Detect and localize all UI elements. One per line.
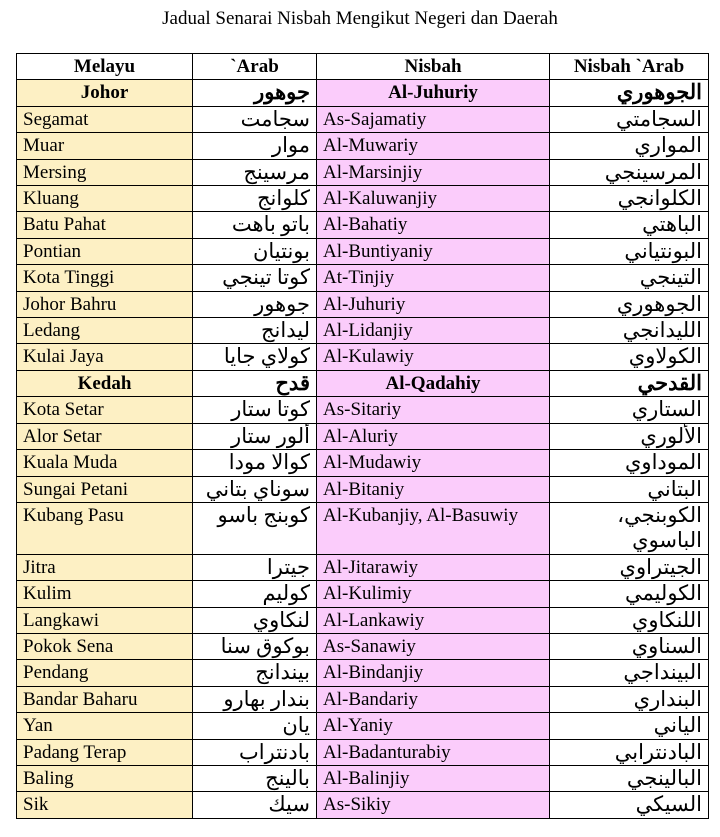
cell-nisbah-arab: القدحي: [550, 370, 709, 396]
table-row: [17, 212, 709, 238]
cell-melayu: Pokok Sena: [17, 633, 193, 659]
table-row: [17, 792, 709, 818]
cell-melayu: Alor Setar: [17, 423, 193, 449]
cell-arab: بونتيان: [193, 238, 317, 264]
cell-melayu: Kluang: [17, 186, 193, 212]
cell-arab: جيترا: [193, 554, 317, 580]
cell-melayu: Johor Bahru: [17, 291, 193, 317]
cell-nisbah: Al-Balinjiy: [317, 765, 550, 791]
table-row: [17, 554, 709, 580]
cell-arab: جوهور: [193, 80, 317, 106]
table-row: [17, 291, 709, 317]
state-row: [17, 370, 709, 396]
cell-arab: لنكاوي: [193, 607, 317, 633]
cell-arab: سجامت: [193, 106, 317, 132]
table-row: [17, 686, 709, 712]
cell-melayu: Bandar Baharu: [17, 686, 193, 712]
cell-nisbah: As-Sitariy: [317, 397, 550, 423]
column-header-nisbah: Nisbah: [317, 54, 550, 80]
cell-arab: موار: [193, 133, 317, 159]
cell-nisbah: Al-Marsinjiy: [317, 159, 550, 185]
cell-nisbah-arab: الكلوانجي: [550, 186, 709, 212]
cell-arab: قدح: [193, 370, 317, 396]
cell-arab: بالينج: [193, 765, 317, 791]
cell-nisbah: As-Sanawiy: [317, 633, 550, 659]
cell-arab: بيندانج: [193, 660, 317, 686]
cell-melayu: Ledang: [17, 318, 193, 344]
cell-nisbah: Al-Juhuriy: [317, 291, 550, 317]
cell-nisbah: Al-Jitarawiy: [317, 554, 550, 580]
cell-nisbah: Al-Juhuriy: [317, 80, 550, 106]
cell-nisbah: Al-Bandariy: [317, 686, 550, 712]
table-row: [17, 265, 709, 291]
cell-nisbah: Al-Kulimiy: [317, 581, 550, 607]
cell-nisbah: As-Sikiy: [317, 792, 550, 818]
cell-nisbah-arab: الياني: [550, 713, 709, 739]
cell-nisbah-arab: الليدانجي: [550, 318, 709, 344]
cell-arab: جوهور: [193, 291, 317, 317]
table-row: [17, 238, 709, 264]
cell-nisbah: Al-Buntiyaniy: [317, 238, 550, 264]
header-row: [17, 54, 709, 80]
cell-nisbah-arab: المواري: [550, 133, 709, 159]
cell-nisbah-arab: الكوليمي: [550, 581, 709, 607]
cell-nisbah-arab: البينداجي: [550, 660, 709, 686]
column-header-melayu: Melayu: [17, 54, 193, 80]
cell-nisbah: Al-Bahatiy: [317, 212, 550, 238]
table-row: [17, 502, 709, 554]
cell-nisbah: Al-Qadahiy: [317, 370, 550, 396]
cell-melayu: Kota Setar: [17, 397, 193, 423]
cell-nisbah-arab: البنداري: [550, 686, 709, 712]
cell-arab: مرسينج: [193, 159, 317, 185]
cell-nisbah-arab: الجوهوري: [550, 80, 709, 106]
cell-melayu: Kedah: [17, 370, 193, 396]
cell-melayu: Jitra: [17, 554, 193, 580]
column-header-arab: `Arab: [193, 54, 317, 80]
table-row: [17, 660, 709, 686]
cell-arab: كوالا مودا: [193, 450, 317, 476]
cell-melayu: Kota Tinggi: [17, 265, 193, 291]
cell-melayu: Batu Pahat: [17, 212, 193, 238]
table-row: [17, 581, 709, 607]
cell-arab: بادنتراب: [193, 739, 317, 765]
cell-arab: كلوانج: [193, 186, 317, 212]
cell-arab: كوبنج باسو: [193, 502, 317, 554]
table-row: [17, 106, 709, 132]
cell-melayu: Kulai Jaya: [17, 344, 193, 370]
table-row: [17, 423, 709, 449]
cell-nisbah-arab: الموداوي: [550, 450, 709, 476]
cell-nisbah-arab: السناوي: [550, 633, 709, 659]
cell-nisbah-arab: البادنترابي: [550, 739, 709, 765]
cell-nisbah: Al-Kaluwanjiy: [317, 186, 550, 212]
cell-nisbah: Al-Yaniy: [317, 713, 550, 739]
cell-melayu: Langkawi: [17, 607, 193, 633]
cell-melayu: Pontian: [17, 238, 193, 264]
table-row: [17, 133, 709, 159]
cell-arab: ليدانج: [193, 318, 317, 344]
table-row: [17, 450, 709, 476]
cell-nisbah-arab: الجوهوري: [550, 291, 709, 317]
page-title: Jadual Senarai Nisbah Mengikut Negeri dan Daerah: [162, 8, 558, 29]
cell-nisbah-arab: البالينجي: [550, 765, 709, 791]
cell-melayu: Segamat: [17, 106, 193, 132]
cell-nisbah-arab: السجامتي: [550, 106, 709, 132]
cell-nisbah-arab: الألوري: [550, 423, 709, 449]
cell-nisbah: Al-Bitaniy: [317, 476, 550, 502]
cell-nisbah: Al-Lankawiy: [317, 607, 550, 633]
cell-nisbah-arab: الستاري: [550, 397, 709, 423]
table-body: [17, 54, 709, 819]
cell-melayu: Pendang: [17, 660, 193, 686]
cell-melayu: Kuala Muda: [17, 450, 193, 476]
cell-arab: يان: [193, 713, 317, 739]
table-row: [17, 739, 709, 765]
cell-melayu: Johor: [17, 80, 193, 106]
cell-arab: بندار بهارو: [193, 686, 317, 712]
table-row: [17, 713, 709, 739]
cell-nisbah: Al-Lidanjiy: [317, 318, 550, 344]
state-row: [17, 80, 709, 106]
cell-arab: سوناي بتاني: [193, 476, 317, 502]
cell-melayu: Baling: [17, 765, 193, 791]
cell-arab: ألور ستار: [193, 423, 317, 449]
cell-nisbah-arab: التينجي: [550, 265, 709, 291]
cell-nisbah-arab: الكولاوي: [550, 344, 709, 370]
cell-arab: بوكوق سنا: [193, 633, 317, 659]
table-row: [17, 186, 709, 212]
cell-nisbah-arab: الجيتراوي: [550, 554, 709, 580]
cell-arab: كوتا ستار: [193, 397, 317, 423]
cell-arab: سيك: [193, 792, 317, 818]
cell-melayu: Mersing: [17, 159, 193, 185]
table-row: [17, 344, 709, 370]
cell-nisbah: Al-Badanturabiy: [317, 739, 550, 765]
cell-nisbah-arab: المرسينجي: [550, 159, 709, 185]
cell-melayu: Sik: [17, 792, 193, 818]
cell-nisbah: Al-Muwariy: [317, 133, 550, 159]
cell-arab: كوتا تينجي: [193, 265, 317, 291]
cell-nisbah-arab: الباهتي: [550, 212, 709, 238]
table-row: [17, 159, 709, 185]
cell-melayu: Muar: [17, 133, 193, 159]
cell-melayu: Kubang Pasu: [17, 502, 193, 554]
cell-arab: باتو باهت: [193, 212, 317, 238]
cell-nisbah: Al-Kulawiy: [317, 344, 550, 370]
cell-melayu: Sungai Petani: [17, 476, 193, 502]
cell-nisbah: Al-Aluriy: [317, 423, 550, 449]
cell-nisbah-arab: البتاني: [550, 476, 709, 502]
cell-nisbah: Al-Mudawiy: [317, 450, 550, 476]
table-row: [17, 633, 709, 659]
cell-nisbah-arab: الكوبنجي، الباسوي: [550, 502, 709, 554]
cell-arab: كولاي جايا: [193, 344, 317, 370]
table-row: [17, 607, 709, 633]
column-header-nisbah-arab: Nisbah `Arab: [550, 54, 709, 80]
cell-arab: كوليم: [193, 581, 317, 607]
table-row: [17, 476, 709, 502]
cell-nisbah: Al-Kubanjiy, Al-Basuwiy: [317, 502, 550, 554]
cell-nisbah-arab: اللنكاوي: [550, 607, 709, 633]
cell-melayu: Padang Terap: [17, 739, 193, 765]
table-row: [17, 765, 709, 791]
cell-melayu: Kulim: [17, 581, 193, 607]
cell-nisbah: Al-Bindanjiy: [317, 660, 550, 686]
cell-nisbah: As-Sajamatiy: [317, 106, 550, 132]
cell-nisbah: At-Tinjiy: [317, 265, 550, 291]
nisbah-table: [16, 53, 709, 819]
cell-nisbah-arab: السيكي: [550, 792, 709, 818]
cell-melayu: Yan: [17, 713, 193, 739]
table-row: [17, 318, 709, 344]
table-row: [17, 397, 709, 423]
cell-nisbah-arab: البونتياني: [550, 238, 709, 264]
